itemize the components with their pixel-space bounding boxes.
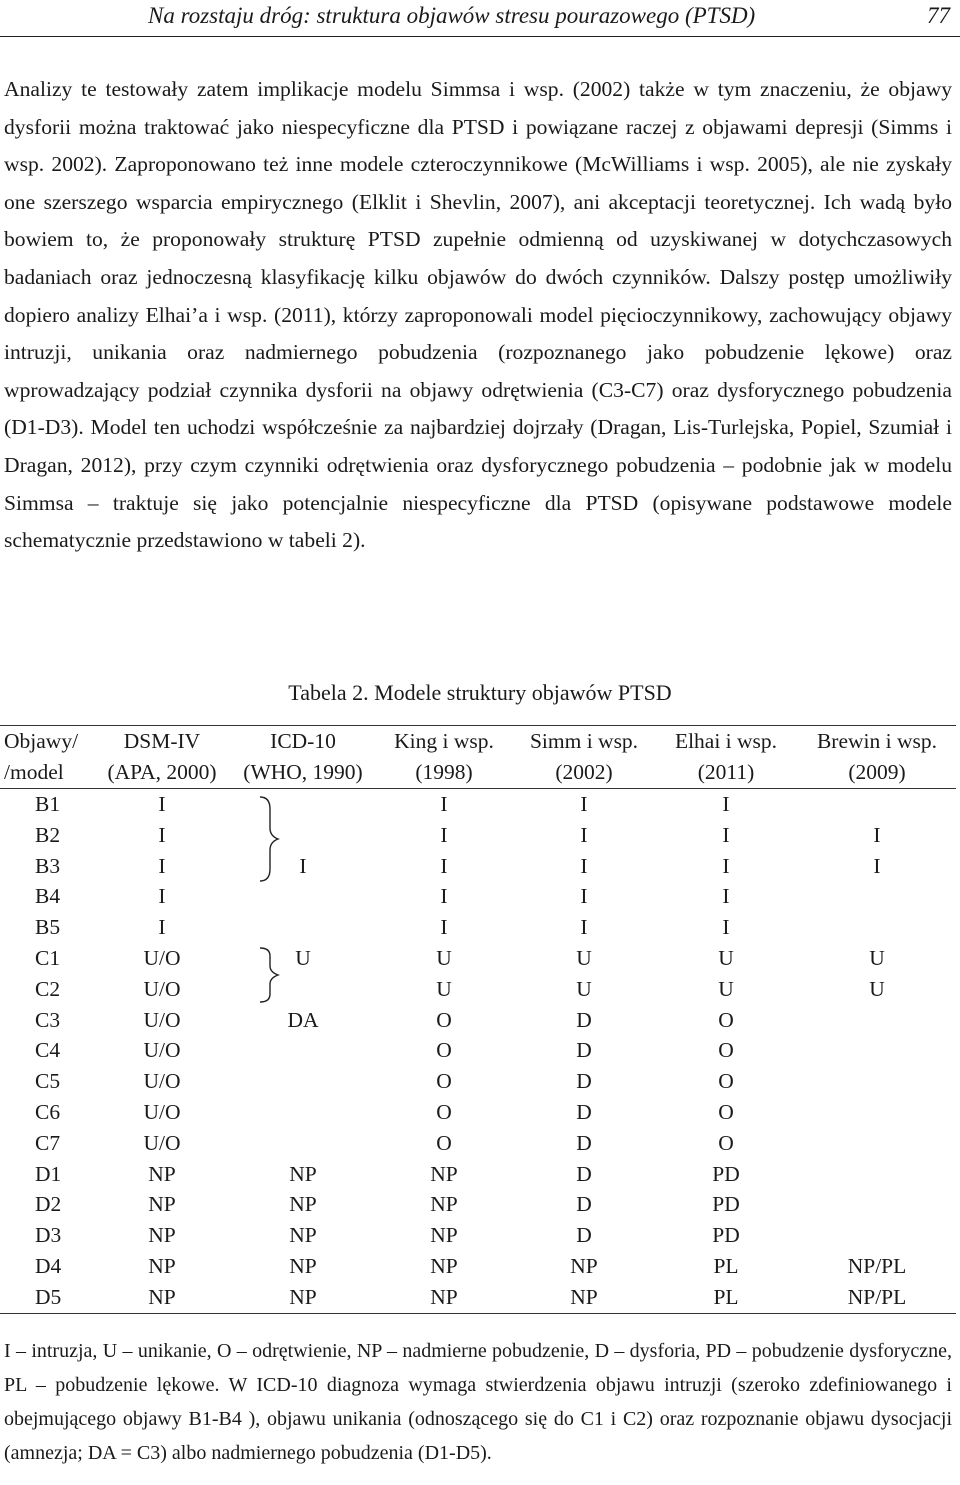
table-cell	[232, 1128, 374, 1159]
table-row	[0, 881, 956, 912]
table-cell: I	[158, 792, 166, 816]
table-row	[0, 1220, 956, 1251]
table-cell	[232, 789, 374, 820]
table-cell: U/O	[143, 1038, 181, 1063]
table-header-cell: (2011)	[654, 757, 798, 789]
symptom-label: C6	[35, 1099, 61, 1124]
table-cell: NP	[232, 1282, 374, 1313]
table-cell: O	[436, 1038, 452, 1063]
table-header-cell: (WHO, 1990)	[232, 757, 374, 789]
table-header-cell: King i wsp.	[374, 726, 514, 758]
running-title: Na rozstaju dróg: struktura objawów stresu pourazowego (PTSD)	[148, 3, 756, 28]
symptom-model-table	[0, 725, 956, 1314]
table-cell: I	[580, 822, 588, 847]
table-cell	[232, 820, 374, 851]
table-header-cell: (2009)	[798, 757, 956, 789]
brace-c1-c2-icon	[256, 946, 286, 1004]
table-cell: NP	[289, 1192, 317, 1217]
table-row	[0, 1005, 956, 1036]
symptom-label: D4	[35, 1253, 62, 1278]
table-cell	[232, 974, 374, 1005]
table-cell: NP	[430, 1223, 458, 1248]
table-cell: NP	[430, 1161, 458, 1186]
table-header-cell: (APA, 2000)	[92, 757, 232, 789]
symptom-label: C2	[35, 976, 61, 1001]
table-cell: U	[576, 976, 592, 1001]
table-cell: I	[722, 792, 730, 816]
table-cell	[232, 1066, 374, 1097]
table-cell: NP/PL	[798, 1282, 956, 1313]
table-cell: NP	[430, 1253, 458, 1278]
table-cell: U	[869, 945, 885, 970]
table-header-cell: /model	[0, 757, 92, 789]
table-cell: U/O	[143, 945, 181, 970]
page-number: 77	[927, 3, 950, 28]
table-body	[0, 789, 956, 1314]
table-cell: D	[576, 1161, 592, 1186]
table-cell: I	[722, 822, 730, 847]
table-cell: U/O	[143, 1007, 181, 1032]
symptom-label: D5	[0, 1282, 92, 1313]
table-row	[0, 851, 956, 882]
brace-b1-b4-icon	[256, 795, 286, 885]
table-cell	[798, 1005, 956, 1036]
table-cell: NP	[289, 1161, 317, 1186]
body-paragraph: Analizy te testowały zatem implikacje modelu Simmsa i wsp. (2002) także w tym znaczeniu, że objawy dysforii można traktować jako niespecyficzne dla PTSD i powiązane raczej z objawami depresji (Simms i wsp. 2002). Zaproponowano też inne modele czteroczynnikowe (McWilliams i wsp. 2005), ale nie zyskały one szerszego wsparcia empirycznego (Elklit i Shevlin, 2007), ani akceptacji teoretycznej. Ich wadą było bowiem to, że proponowały strukturę PTSD zupełnie odmienną od uzyskiwanej w dotychczasowych badaniach oraz jednoczesną klasyfikację kilku objawów do dwóch czynników. Dalszy postęp umożliwiły dopiero analizy Elhai’a i wsp. (2011), którzy zaproponowali model pięcioczynnikowy, zachowujący objawy intruzji, unikania oraz nadmiernego pobudzenia (rozpoznanego jako pobudzenie lękowe) oraz wprowadzający podział czynnika dysforii na objawy odrętwienia (C3-C7) oraz dysforycznego pobudzenia (D1-D3). Model ten uchodzi współcześnie za najbardziej dojrzały (Dragan, Lis-Turlejska, Popiel, Szumiał i Dragan, 2012), przy czym czynniki odrętwienia oraz dysforycznego pobudzenia – podobnie jak w modelu Simmsa – traktuje się jako potencjalnie niespecyficzne dla PTSD (opisywane podstawowe modele schematycznie przedstawiono w tabeli 2).	[4, 77, 952, 553]
table-cell: D	[576, 1099, 592, 1124]
table-cell: U/O	[143, 1069, 181, 1094]
running-header	[0, 0, 960, 37]
table-cell: O	[718, 1069, 734, 1094]
table-row	[0, 1282, 956, 1313]
symptom-label: C3	[35, 1007, 61, 1032]
table-cell: I	[580, 792, 588, 816]
table-cell: D	[576, 1223, 592, 1248]
table-row	[0, 1097, 956, 1128]
table-cell	[232, 1097, 374, 1128]
symptom-label: B1	[35, 792, 61, 816]
table-caption: Tabela 2. Modele struktury objawów PTSD	[288, 680, 672, 705]
table-cell	[798, 1066, 956, 1097]
table-cell: NP	[374, 1282, 514, 1313]
table-cell: D	[576, 1130, 592, 1155]
table-cell: NP	[514, 1282, 654, 1313]
symptom-label: C5	[35, 1069, 61, 1094]
table-cell: NP	[148, 1253, 176, 1278]
table-cell: U	[869, 976, 885, 1001]
symptom-label: B2	[35, 822, 61, 847]
table-cell: I	[158, 822, 166, 847]
table-cell: O	[718, 1038, 734, 1063]
table-cell: NP	[92, 1282, 232, 1313]
table-cell: I	[440, 792, 448, 816]
table-row	[0, 1159, 956, 1190]
table-row	[0, 943, 956, 974]
table-header-cell: DSM-IV	[92, 726, 232, 758]
symptom-label: C4	[35, 1038, 61, 1063]
symptom-label: C1	[35, 945, 61, 970]
table-cell	[798, 912, 956, 943]
table-cell	[798, 1097, 956, 1128]
table-row	[0, 1066, 956, 1097]
table-cell: U	[576, 945, 592, 970]
table-cell: O	[436, 1007, 452, 1032]
table-cell: U	[295, 945, 311, 970]
table-row	[0, 789, 956, 820]
table-cell: D	[576, 1007, 592, 1032]
table-cell	[798, 1159, 956, 1190]
table-cell: U	[436, 945, 452, 970]
table-header-cell: Brewin i wsp.	[798, 726, 956, 758]
table-row	[0, 974, 956, 1005]
table-row	[0, 912, 956, 943]
table-cell: U	[436, 976, 452, 1001]
table-cell: I	[158, 915, 166, 940]
table-cell	[798, 1189, 956, 1220]
table-cell: I	[158, 884, 166, 909]
table-cell	[232, 881, 374, 912]
table-header-cell: ICD-10	[232, 726, 374, 758]
table-cell: I	[580, 884, 588, 909]
table-cell: I	[873, 822, 881, 847]
table-cell	[232, 1035, 374, 1066]
table-cell	[798, 1128, 956, 1159]
table-cell: U/O	[143, 1130, 181, 1155]
table-header-cell: Simm i wsp.	[514, 726, 654, 758]
table-cell: PD	[712, 1192, 740, 1217]
symptom-label: C7	[35, 1130, 61, 1155]
table-row	[0, 1128, 956, 1159]
table-header-row	[0, 757, 956, 789]
table-cell: NP	[148, 1161, 176, 1186]
table-cell: U	[718, 945, 734, 970]
table-header-cell: Elhai i wsp.	[654, 726, 798, 758]
table-cell: PD	[712, 1161, 740, 1186]
table-cell: O	[436, 1069, 452, 1094]
table-cell: PL	[713, 1253, 739, 1278]
table-cell: I	[440, 915, 448, 940]
table-cell: D	[576, 1192, 592, 1217]
table-legend: I – intruzja, U – unikanie, O – odrętwienie, NP – nadmierne pobudzenie, D – dysforia, PD – pobudzenie dysforyczne, PL – pobudzenie lękowe. W ICD-10 diagnoza wymaga stwierdzenia objawu intruzji (szeroko zdefiniowanego i obejmującego objawy B1-B4 ), objawu unikania (odnoszącego się do C1 i C2) oraz rozpoznanie objawu dysocjacji (amnezja; DA = C3) albo nadmiernego pobudzenia (D1-D5).	[4, 1340, 952, 1464]
symptom-label: B5	[35, 915, 61, 940]
table-cell: O	[718, 1007, 734, 1032]
table-cell	[232, 912, 374, 943]
table-cell: DA	[287, 1007, 319, 1032]
table-header-cell: Objawy/	[0, 726, 92, 758]
table-row	[0, 1035, 956, 1066]
table-cell	[798, 789, 956, 820]
table-cell: O	[718, 1130, 734, 1155]
table-cell: PL	[654, 1282, 798, 1313]
table-cell: I	[873, 853, 881, 878]
table-cell: D	[576, 1069, 592, 1094]
table-cell: PD	[712, 1223, 740, 1248]
symptom-label: D3	[35, 1223, 62, 1248]
table-row	[0, 1251, 956, 1282]
table-cell: NP	[289, 1253, 317, 1278]
table-cell: NP	[430, 1192, 458, 1217]
table-cell: O	[436, 1099, 452, 1124]
table-cell: I	[440, 822, 448, 847]
table-row	[0, 820, 956, 851]
table-cell	[798, 1035, 956, 1066]
table-cell: I	[580, 853, 588, 878]
table-header-cell: (1998)	[374, 757, 514, 789]
table-cell: I	[580, 915, 588, 940]
symptom-label: D2	[35, 1192, 62, 1217]
table-cell: U/O	[143, 976, 181, 1001]
table-cell: NP	[570, 1253, 598, 1278]
table-header-row	[0, 726, 956, 758]
table-cell: NP	[289, 1223, 317, 1248]
symptom-label: D1	[35, 1161, 62, 1186]
table-cell: NP	[148, 1223, 176, 1248]
table-cell: U	[718, 976, 734, 1001]
table-cell: I	[440, 853, 448, 878]
table-cell: I	[440, 884, 448, 909]
table-cell: NP	[148, 1192, 176, 1217]
table-cell	[798, 1220, 956, 1251]
table-cell: O	[436, 1130, 452, 1155]
table-cell: I	[722, 915, 730, 940]
table-cell: U/O	[143, 1099, 181, 1124]
table-cell: O	[718, 1099, 734, 1124]
table-row	[0, 1189, 956, 1220]
symptom-label: B3	[35, 853, 61, 878]
symptom-label: B4	[35, 884, 61, 909]
table-cell: I	[722, 884, 730, 909]
table-cell: I	[722, 853, 730, 878]
table-cell: I	[299, 853, 307, 878]
table-cell: I	[158, 853, 166, 878]
table-cell: D	[576, 1038, 592, 1063]
table-header-cell: (2002)	[514, 757, 654, 789]
table-cell	[798, 881, 956, 912]
table-cell: NP/PL	[847, 1253, 907, 1278]
